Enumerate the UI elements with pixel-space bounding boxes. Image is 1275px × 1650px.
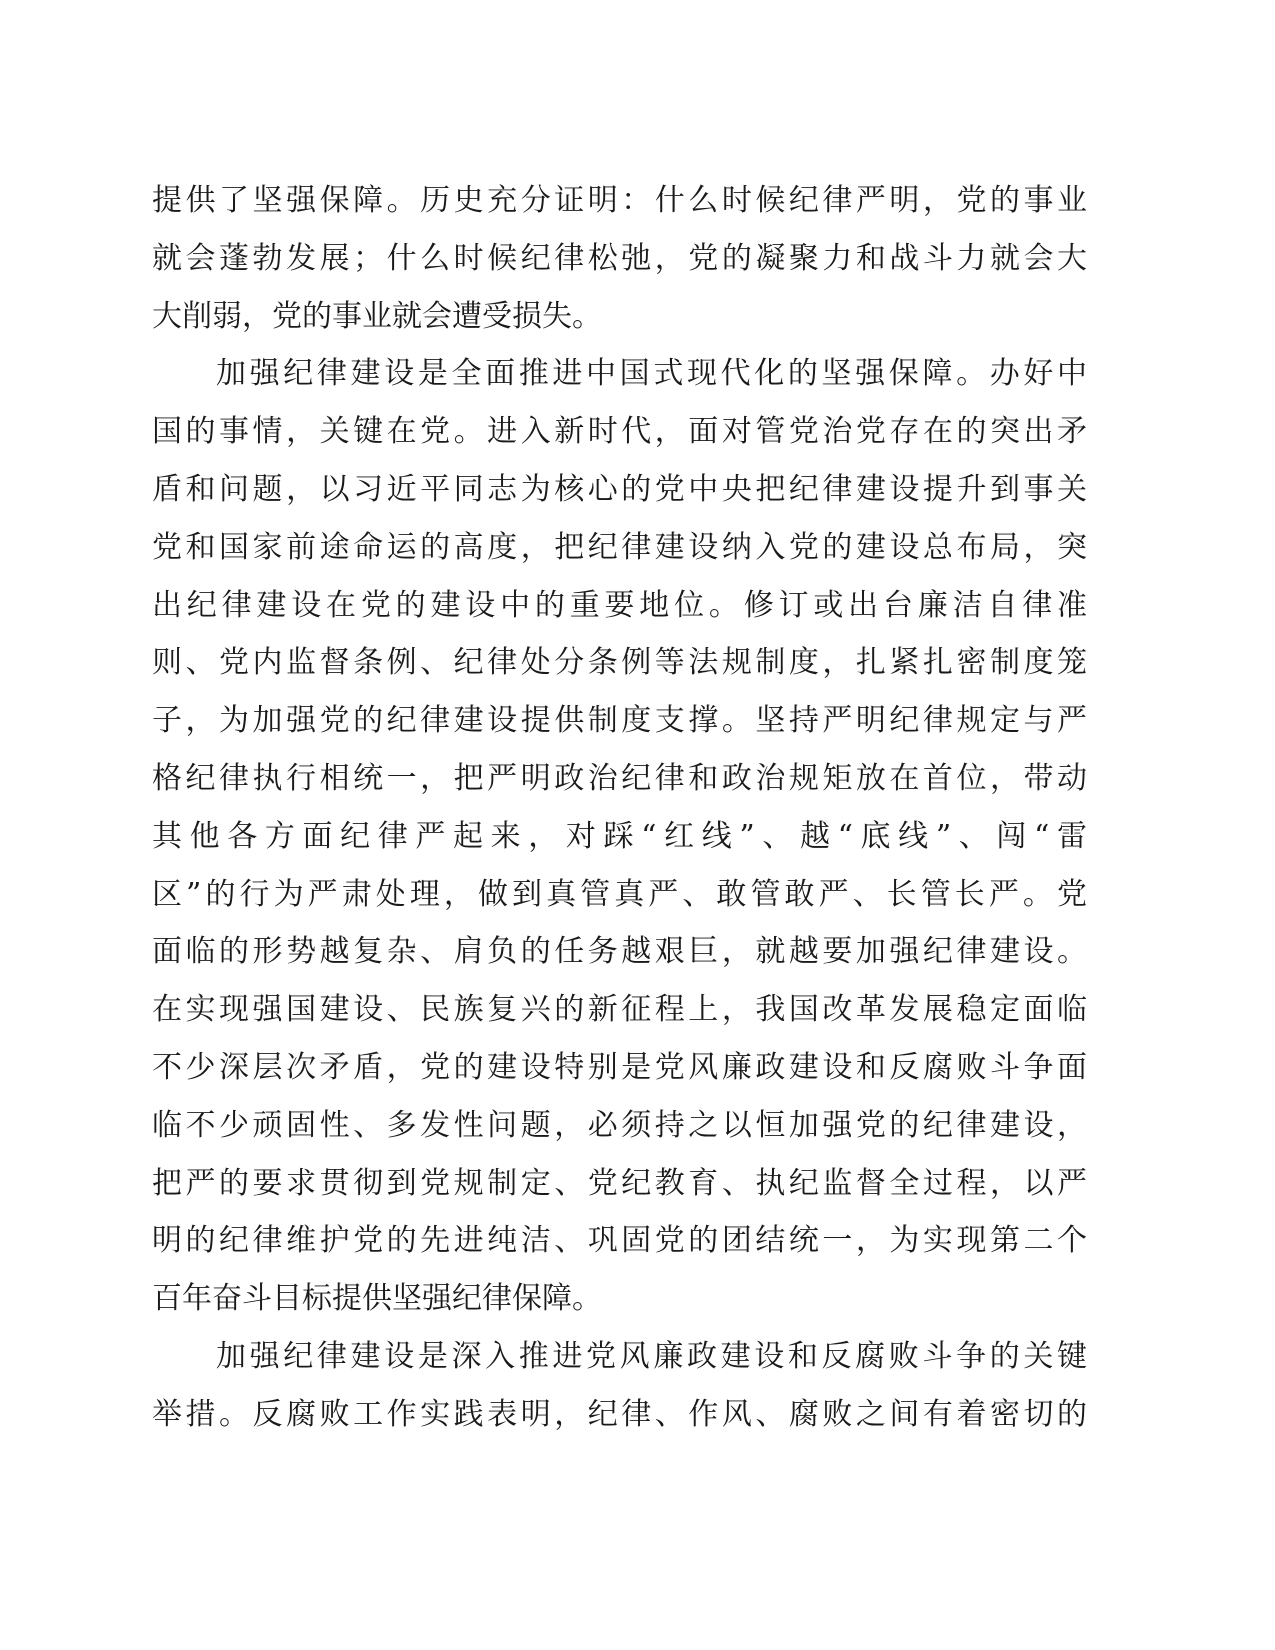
text-line: 就会蓬勃发展；什么时候纪律松弛，党的凝聚力和战斗力就会大 (152, 240, 1087, 276)
text-line: 出纪律建设在党的建设中的重要地位。修订或出台廉洁自律准 (152, 587, 1087, 623)
text-line: 其他各方面纪律严起来，对踩“红线”、越“底线”、闯“雷 (152, 818, 1087, 854)
text-line: 不少深层次矛盾，党的建设特别是党风廉政建设和反腐败斗争面 (152, 1049, 1087, 1085)
text-line: 在实现强国建设、民族复兴的新征程上，我国改革发展稳定面临 (152, 992, 1087, 1028)
text-line: 盾和问题，以习近平同志为核心的党中央把纪律建设提升到事关 (152, 471, 1087, 507)
text-line: 大削弱，党的事业就会遭受损失。 (152, 298, 602, 334)
paragraph (152, 345, 1087, 1328)
document-body (152, 172, 1087, 1444)
text-line: 百年奋斗目标提供坚强纪律保障。 (152, 1281, 602, 1317)
text-line: 加强纪律建设是深入推进党风廉政建设和反腐败斗争的关键 (216, 1338, 1087, 1374)
text-line: 把严的要求贯彻到党规制定、党纪教育、执纪监督全过程，以严 (152, 1165, 1087, 1201)
text-line: 提供了坚强保障。历史充分证明：什么时候纪律严明，党的事业 (152, 183, 1087, 218)
text-line: 子，为加强党的纪律建设提供制度支撑。坚持严明纪律规定与严 (152, 703, 1087, 739)
paragraph (152, 1328, 1087, 1444)
text-line: 临不少顽固性、多发性问题，必须持之以恒加强党的纪律建设， (152, 1107, 1087, 1143)
text-line: 国的事情，关键在党。进入新时代，面对管党治党存在的突出矛 (152, 414, 1087, 450)
text-line: 格纪律执行相统一，把严明政治纪律和政治规矩放在首位，带动 (152, 760, 1087, 796)
text-line: 则、党内监督条例、纪律处分条例等法规制度，扎紧扎密制度笼 (152, 645, 1087, 681)
text-line: 区”的行为严肃处理，做到真管真严、敢管敢严、长管长严。党 (152, 876, 1087, 912)
paragraph (152, 172, 1087, 345)
text-line: 加强纪律建设是全面推进中国式现代化的坚强保障。办好中 (216, 356, 1087, 392)
text-line: 党和国家前途命运的高度，把纪律建设纳入党的建设总布局，突 (152, 529, 1087, 565)
text-line: 面临的形势越复杂、肩负的任务越艰巨，就越要加强纪律建设。 (152, 934, 1087, 970)
text-line: 举措。反腐败工作实践表明，纪律、作风、腐败之间有着密切的 (152, 1396, 1087, 1432)
text-line: 明的纪律维护党的先进纯洁、巩固党的团结统一，为实现第二个 (152, 1223, 1087, 1259)
